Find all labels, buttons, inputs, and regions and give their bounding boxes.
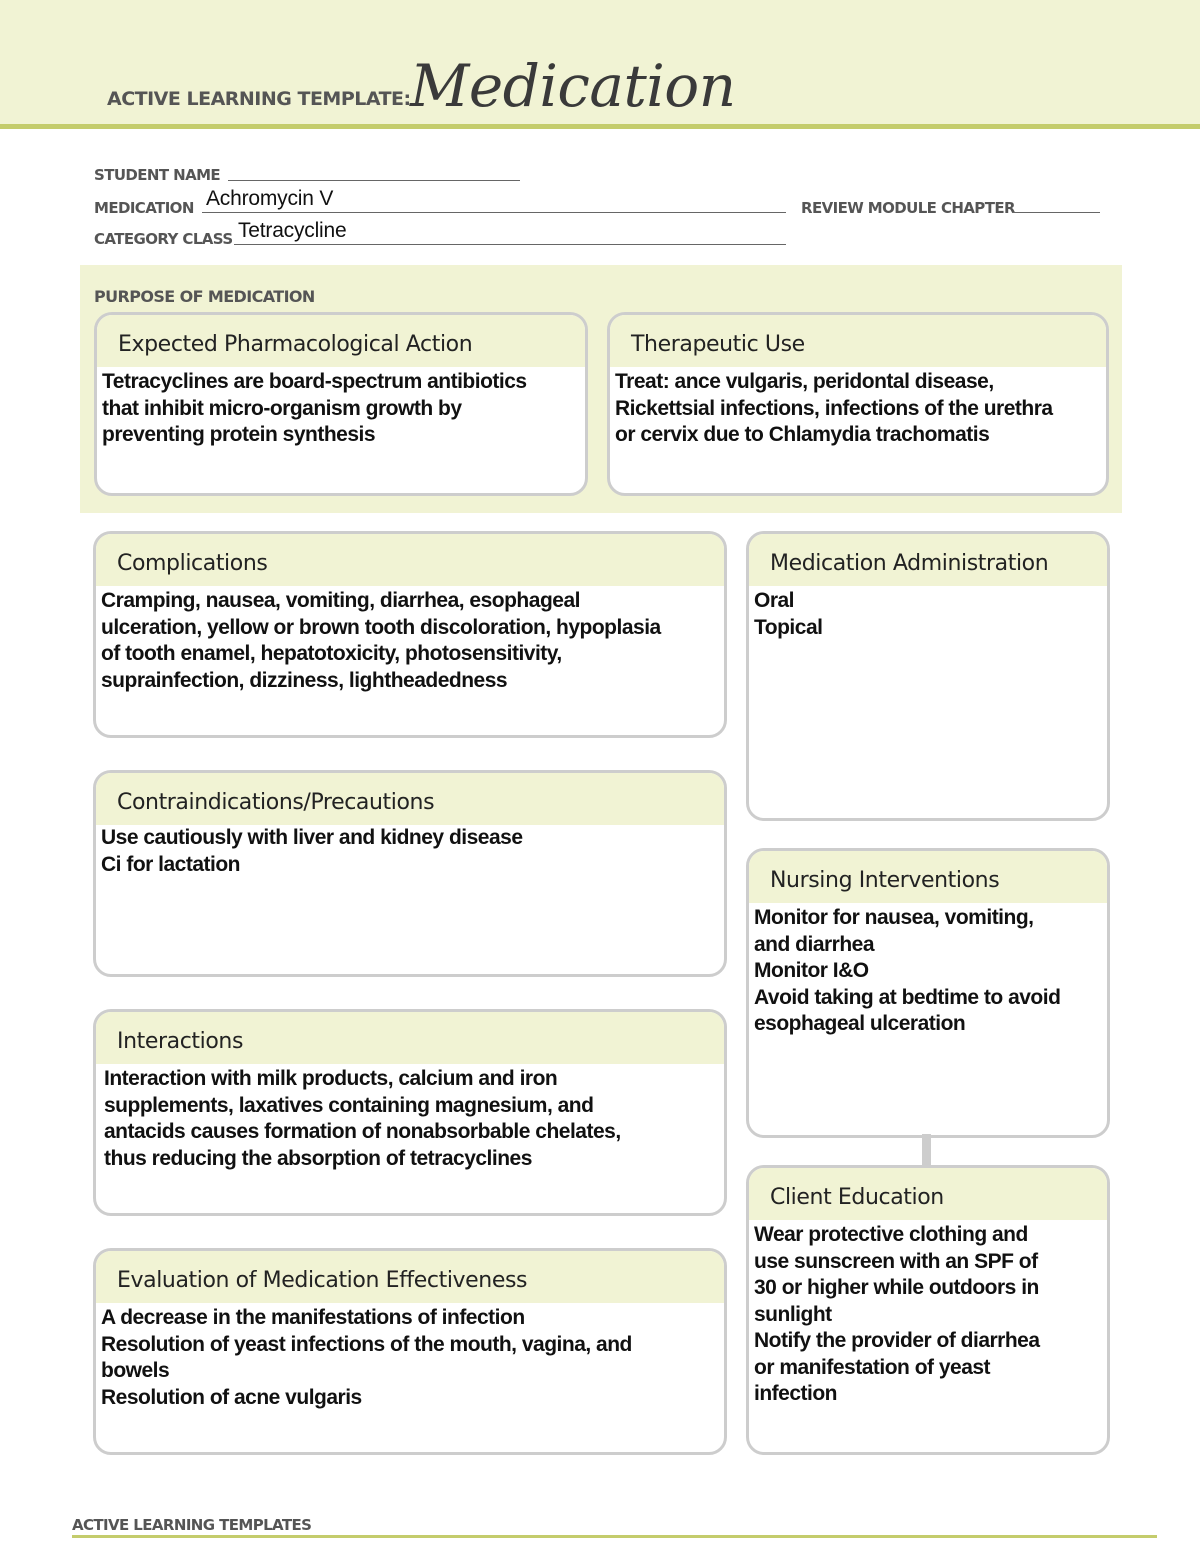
complications-box: [93, 531, 727, 738]
medication-label: MEDICATION: [94, 199, 194, 217]
review-module-field[interactable]: [1012, 212, 1100, 213]
complications-body[interactable]: Cramping, nausea, vomiting, diarrhea, esophageal ulceration, yellow or brown tooth discoloration, hypoplasia of tooth enamel, hepatotoxicity, photosensitivity, suprainfection, dizziness, lightheadedness: [101, 589, 661, 692]
medication-field[interactable]: [202, 212, 786, 213]
administration-box: [746, 531, 1110, 821]
interactions-box: [93, 1009, 727, 1216]
template-title: Medication: [410, 52, 736, 120]
therapeutic-use-box: [607, 312, 1109, 496]
interactions-title: Interactions: [96, 1012, 724, 1064]
contraindications-box: [93, 770, 727, 977]
expected-action-body[interactable]: Tetracyclines are board-spectrum antibiotics that inhibit micro-organism growth by preventing protein synthesis: [102, 370, 527, 446]
interactions-body[interactable]: Interaction with milk products, calcium and iron supplements, laxatives containing magnesium, and antacids causes formation of nonabsorbable chelates, thus reducing the absorption of tetracyclines: [104, 1067, 621, 1170]
purpose-label: PURPOSE OF MEDICATION: [94, 287, 315, 306]
nursing-education-connector: [922, 1134, 931, 1168]
expected-action-box: [94, 312, 588, 496]
template-prefix: ACTIVE LEARNING TEMPLATE:: [107, 88, 411, 110]
administration-body[interactable]: Oral Topical: [754, 589, 823, 639]
student-name-field[interactable]: [228, 180, 520, 181]
nursing-body[interactable]: Monitor for nausea, vomiting, and diarrhea Monitor I&O Avoid taking at bedtime to avoid esophageal ulceration: [754, 906, 1061, 1035]
nursing-title: Nursing Interventions: [749, 851, 1107, 903]
footer-text: ACTIVE LEARNING TEMPLATES: [72, 1516, 312, 1534]
client-education-box: [746, 1165, 1110, 1455]
therapeutic-use-title: Therapeutic Use: [610, 315, 1106, 367]
evaluation-title: Evaluation of Medication Effectiveness: [96, 1251, 724, 1303]
evaluation-box: [93, 1248, 727, 1455]
footer-rule: [72, 1535, 1157, 1538]
client-education-title: Client Education: [749, 1168, 1107, 1220]
complications-title: Complications: [96, 534, 724, 586]
header-band: [0, 0, 1200, 129]
review-module-label: REVIEW MODULE CHAPTER: [801, 199, 1015, 217]
administration-title: Medication Administration: [749, 534, 1107, 586]
category-class-value: Tetracycline: [238, 219, 347, 242]
nursing-box: [746, 848, 1110, 1138]
medication-value: Achromycin V: [206, 187, 334, 210]
therapeutic-use-body[interactable]: Treat: ance vulgaris, peridontal disease, Rickettsial infections, infections of the urethra or cervix due to Chlamydia trachomatis: [615, 370, 1053, 446]
category-class-field[interactable]: [234, 244, 786, 245]
contraindications-title: Contraindications/Precautions: [96, 773, 724, 825]
contraindications-body[interactable]: Use cautiously with liver and kidney disease Ci for lactation: [101, 826, 523, 876]
student-name-label: STUDENT NAME: [94, 166, 221, 184]
evaluation-body[interactable]: A decrease in the manifestations of infection Resolution of yeast infections of the mouth, vagina, and bowels Resolution of acne vulgaris: [101, 1306, 632, 1409]
category-class-label: CATEGORY CLASS: [94, 230, 233, 248]
expected-action-title: Expected Pharmacological Action: [97, 315, 585, 367]
client-education-body[interactable]: Wear protective clothing and use sunscreen with an SPF of 30 or higher while outdoors in sunlight Notify the provider of diarrhea or manifestation of yeast infection: [754, 1223, 1040, 1405]
